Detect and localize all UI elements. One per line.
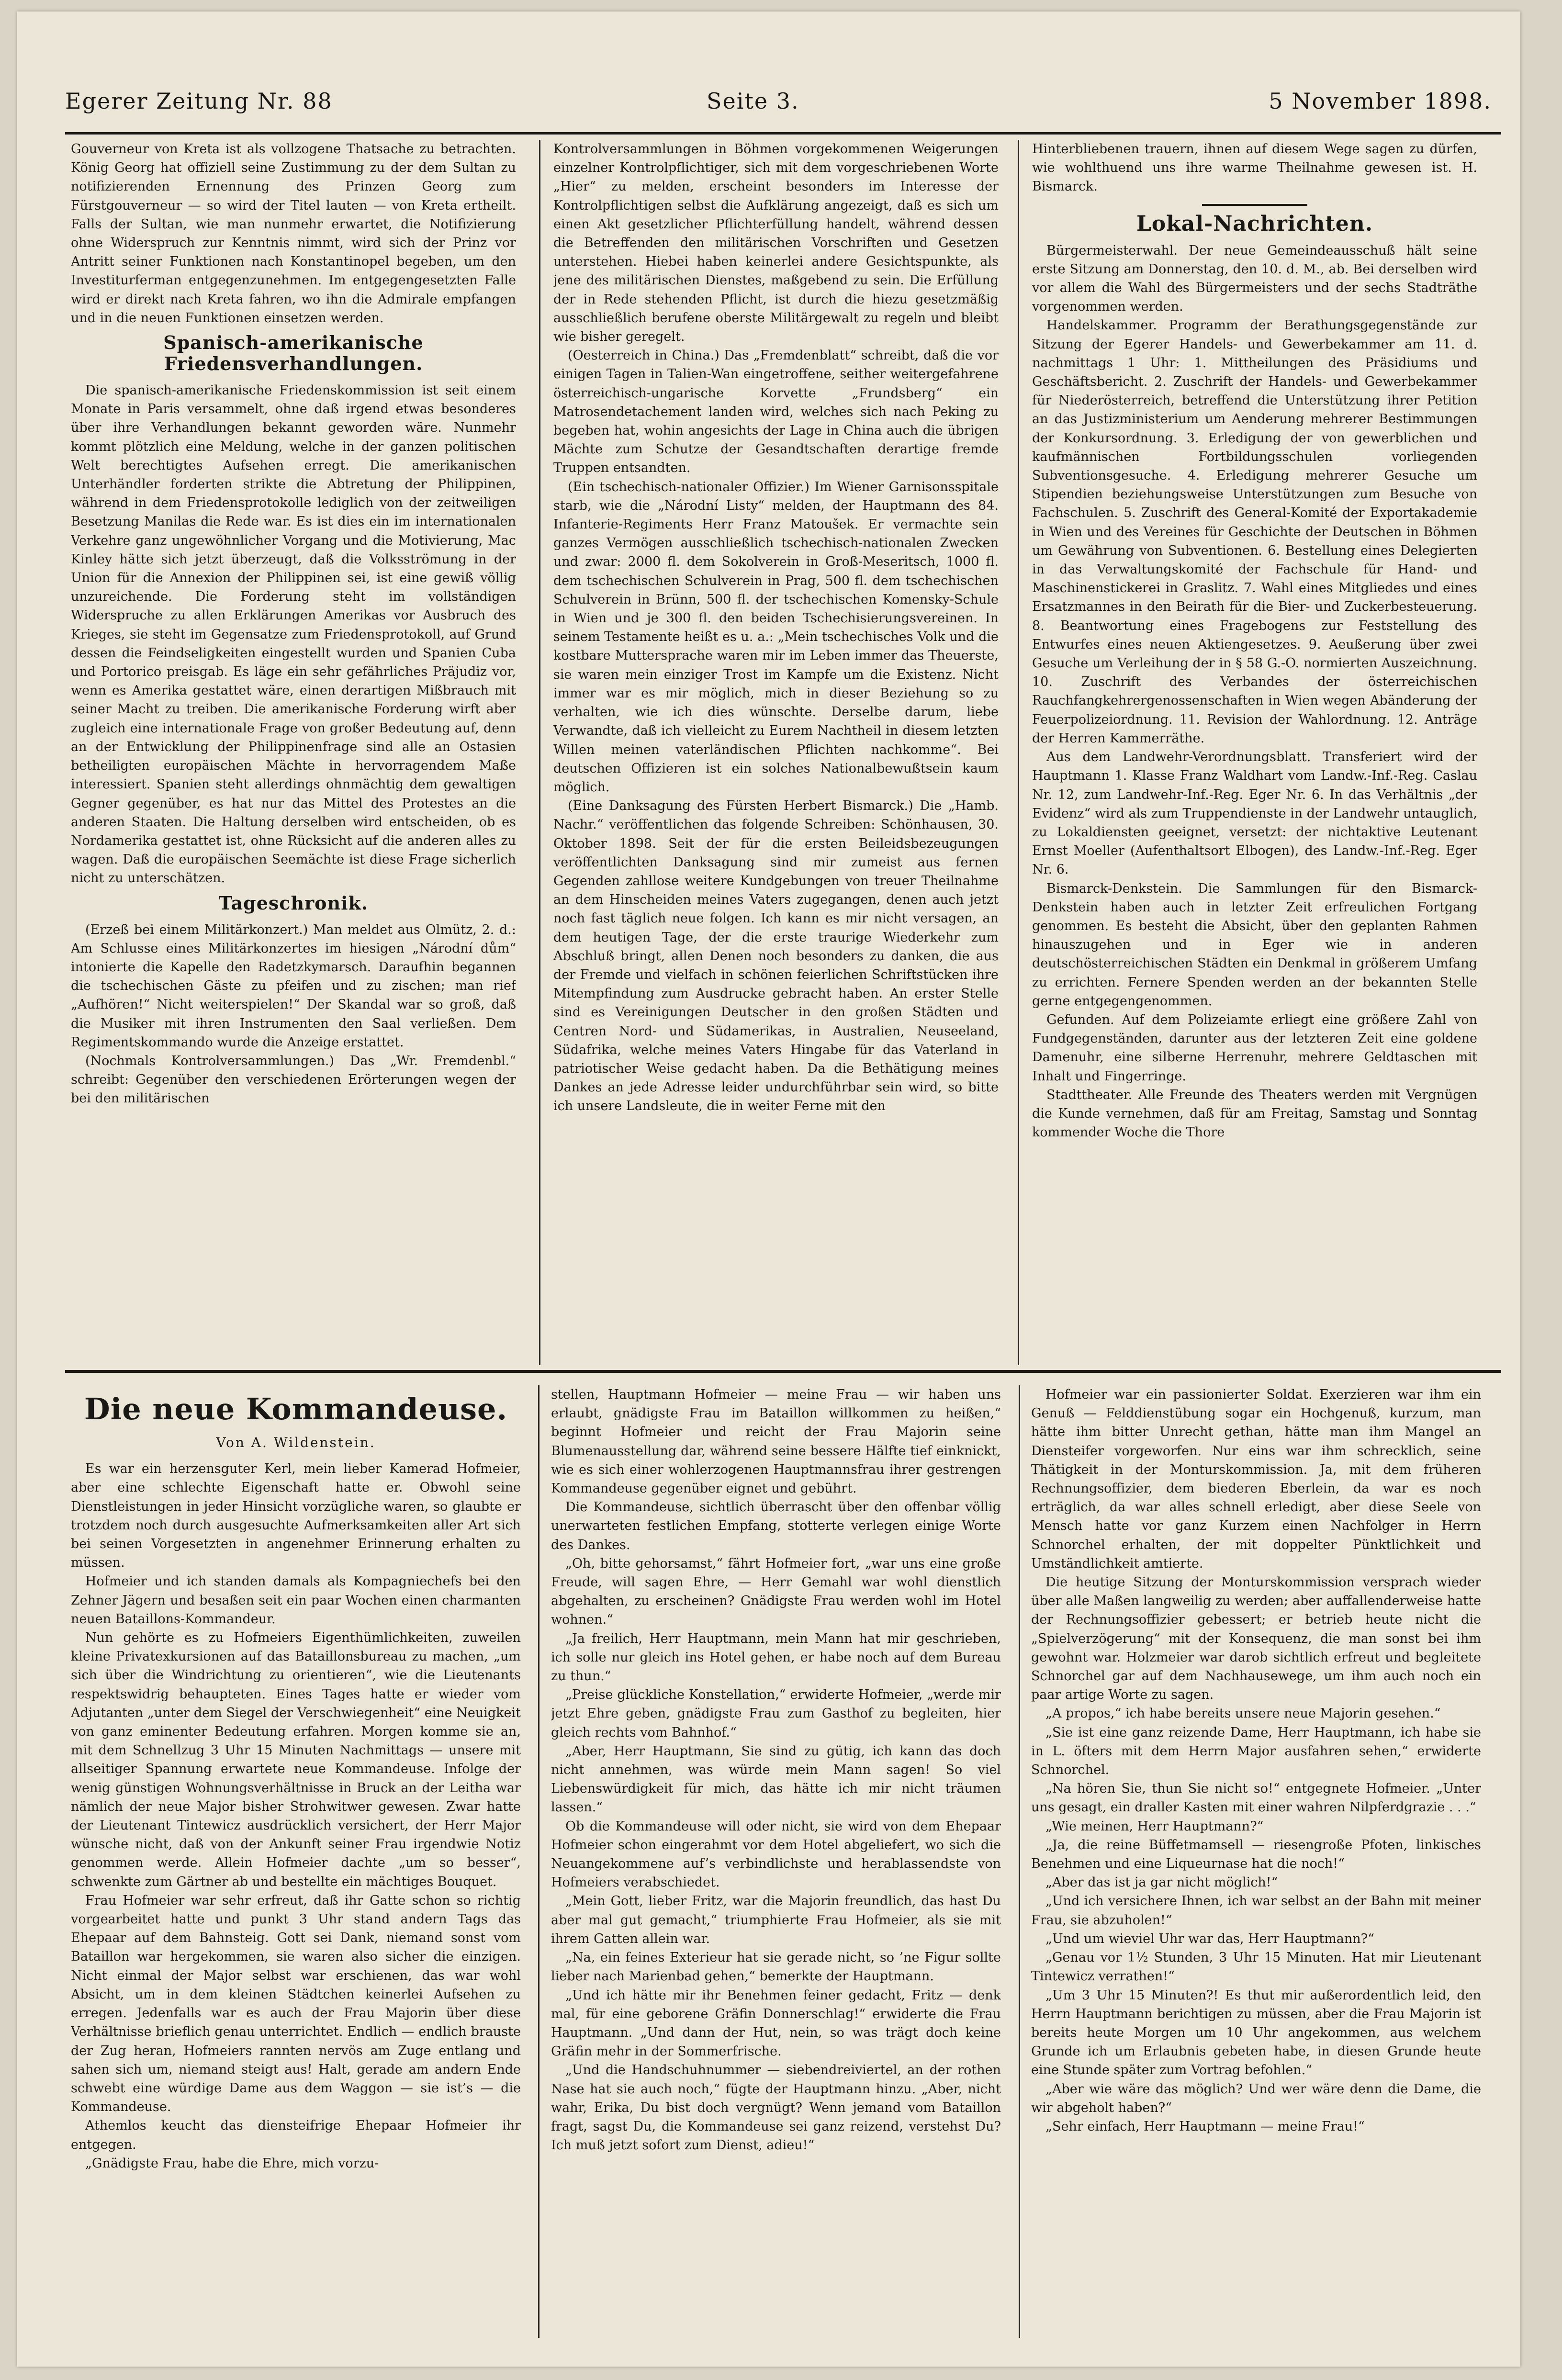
- column-divider: [538, 1385, 539, 2338]
- feuilleton-paragraph: Ob die Kommandeuse will oder nicht, sie wird von dem Ehepaar Hofmeier schon eingerahmt vor dem Hotel abgeliefert, wo sich die Neuangekommene auf’s verbindlichste und herablassendste von Hofmeiers verabschiedet.: [551, 1819, 1001, 1890]
- feuilleton-paragraph: Die heutige Sitzung der Monturskommission versprach wieder über alle Maßen langweilig zu werden; aber auffallenderweise hatte der Rechnungsoffizier gebessert; er betrieb heute nicht die „Spielverzögerung“ mit der Konsequenz, die man sonst bei ihm gewohnt war. Holzmeier war darob sichtlich erfreut und begleitete Schnorchel gar auf dem Nachhausewege, um ihm auch noch ein paar artige Worte zu sagen.: [1031, 1575, 1481, 1703]
- column-chronicle: [553, 140, 999, 1365]
- column-local: [1032, 140, 1477, 1365]
- feuilleton-paragraph: Es war ein herzensguter Kerl, mein lieber Kamerad Hofmeier, aber eine schlechte Eigenschaft hatte er. Obwohl seine Dienstleistungen in jeder Hinsicht vorzügliche waren, so glaubte er trotzdem noch durch ausgesuchte Aufmerksamkeiten aller Art sich bei seinen Vorgesetzten in angenehmer Erinnerung erhalten zu müssen.: [71, 1461, 521, 1571]
- feuilleton-column-3: [1031, 1385, 1481, 2338]
- feuilleton-paragraph: „Um 3 Uhr 15 Minuten?! Es thut mir außerordentlich leid, den Herrn Hauptmann berichtigen zu müssen, aber die Frau Majorin ist bereits heute Morgen um 10 Uhr angekommen, aus welchem Grunde ich um Erlaubnis gebeten habe, in diesen Grunde heute eine Stunde später zum Vortrag befohlen.“: [1031, 1987, 1481, 2078]
- feuilleton-paragraph: Die Kommandeuse, sichtlich überrascht über den offenbar völlig unerwarteten festlichen Empfang, stotterte verlegen einige Worte des Dankes.: [551, 1500, 1001, 1552]
- bismarck-cont: Hinterbliebenen trauern, ihnen auf diesem Wege sagen zu dürfen, wie wohlthuend uns ihre warme Theilnahme gewesen ist. H. Bismarck.: [1032, 142, 1477, 194]
- chronicle-item-bismarck: (Eine Danksagung des Fürsten Herbert Bismarck.) Die „Hamb. Nachr.“ veröffentlichen das folgende Schreiben: Schönhausen, 30. Oktober 1898. Seit der für die ersten Beileidsbezeugungen veröffentlichten Danksagung sind mir zumeist aus fernen Gegenden zahllose weitere Kundgebungen von treuer Theilnahme an dem Hinscheiden meines Vaters zugegangen, denen auch jetzt noch fast täglich neue folgen. Ich kann es mir nicht versagen, an dem heutigen Tage, der die erste traurige Wiederkehr zum Abschluß bringt, allen Denen noch besonders zu danken, die aus der Fremde und vielfach in schönen feierlichen Schriftstücken ihre Mitempfindung zum Ausdrucke gebracht haben. An erster Stelle sind es Vereinigungen Deutscher in den großen Städten und Centren Nord- und Südamerikas, in Australien, Neuseeland, Südafrika, welche meines Vaters Hingabe für das Vaterland in patriotischer Weise gedacht haben. Da die Bethätigung meines Dankes an jede Adresse leider undurchführbar sein wird, so bitte ich unsere Landsleute, die in weiter Ferne mit den: [553, 798, 999, 1114]
- chronicle-item-china: (Oesterreich in China.) Das „Fremdenblatt“ schreibt, daß die vor einigen Tagen in Talien-Wan eingetroffene, seither weitergefahrene österreichisch-ungarische Korvette „Frundsberg“ ein Matrosendetachement landen wird, welches sich nach Peking zu begeben hat, wohin angesichts der Lage in China auch die übrigen Mächte zum Schutze der Gesandtschaften derartige fremde Truppen entsandten.: [553, 348, 999, 476]
- feuilleton-rule: [65, 1370, 1501, 1373]
- feuilleton-paragraph: Hofmeier und ich standen damals als Kompagniechefs bei den Zehner Jägern und besaßen seit ein paar Wochen einen charmanten neuen Bataillons-Kommandeur.: [71, 1574, 521, 1627]
- issue-date: 5 November 1898.: [1269, 88, 1492, 114]
- feuilleton-paragraph: „Wie meinen, Herr Hauptmann?“: [1045, 1819, 1264, 1834]
- page-header: [65, 83, 1492, 127]
- feuilleton-column-2: [551, 1385, 1001, 2338]
- section-rule: [1202, 204, 1307, 206]
- local-found: Gefunden. Auf dem Polizeiamte erliegt eine größere Zahl von Fundgegenständen, darunter aus der letzteren Zeit eine goldene Damenuhr, eine silberne Herrenuhr, mehrere Geldtaschen mit Inhalt und Fingerringe.: [1032, 1012, 1477, 1084]
- feuilleton-paragraph: „Und um wieviel Uhr war das, Herr Hauptmann?“: [1045, 1931, 1374, 1946]
- feuilleton-title: Die neue Kommandeuse.: [84, 1392, 508, 1426]
- feuilleton-byline: Von A. Wildenstein.: [216, 1435, 376, 1450]
- feuilleton-column-1: [71, 1385, 521, 2338]
- feuilleton-paragraph: „Na, ein feines Exterieur hat sie gerade nicht, so ’ne Figur sollte lieber nach Marienbad gehen,“ bemerkte der Hauptmann.: [551, 1950, 1001, 1984]
- feuilleton-paragraph: „Ja freilich, Herr Hauptmann, mein Mann hat mir geschrieben, ich solle nur gleich ins Hotel gehen, er habe noch auf dem Bureau zu thun.“: [551, 1631, 1001, 1684]
- feuilleton-paragraph: „Mein Gott, lieber Fritz, war die Majorin freundlich, das hast Du aber mal gut gemacht,“ triumphierte Frau Hofmeier, als sie mit ihrem Gatten allein war.: [551, 1894, 1001, 1946]
- feuilleton-paragraph: „Gnädigste Frau, habe die Ehre, mich vorzu-: [85, 2155, 379, 2171]
- chronicle-item-control-cont: Kontrolversammlungen in Böhmen vorgekommenen Weigerungen einzelner Kontrolpflichtiger, sich mit dem vorgeschriebenen Worte „Hier“ zu melden, erscheint besonders im Interesse der Kontrolpflichtigen selbst die Aufklärung angezeigt, daß es sich um einen Akt gesetzlicher Pflichterfüllung handelt, während dessen die Betreffenden den militärischen Vorschriften und Gesetzen unterstehen. Hiebei haben keinerlei andere Gesichtspunkte, als jene des militärischen Dienstes, maßgebend zu sein. Die Erfüllung der in Rede stehenden Pflicht, ist durch die hiezu gesetzmäßig ausschließlich berufene oberste Militärgewalt zu regeln und bleibt wie bisher geregelt.: [553, 142, 999, 345]
- feuilleton-paragraph: „Aber wie wäre das möglich? Und wer wäre denn die Dame, die wir abgeholt haben?“: [1031, 2081, 1481, 2115]
- column-divider: [539, 140, 540, 1365]
- newspaper-page: [17, 11, 1520, 2367]
- peace-article: Die spanisch-amerikanische Friedenskommission ist seit einem Monate in Paris versammelt, ohne daß irgend etwas besonderes über ihre Verhandlungen bekannt geworden wäre. Nunmehr kommt plötzlich eine Meldung, welche in der ganzen politischen Welt berechtigtes Aufsehen erregt. Die amerikanischen Unterhändler forderten strikte die Abtretung der Philippinen, während in dem Friedensprotokolle lediglich von der zeitweiligen Besetzung Manilas die Rede war. Es ist dies ein im internationalen Verkehre ganz ungewöhnlicher Vorgang und die Motivierung, Mac Kinley hätte sich jetzt überzeugt, daß die Volksströmung in der Union für die Annexion der Philippinen sei, ist eine gewiß völlig unzureichende. Die Forderung steht im vollständigen Widerspruche zu allen Erklärungen Amerikas vor Ausbruch des Krieges, sie steht im Gegensatze zum Friedensprotokoll, auf Grund dessen die Feindseligkeiten eingestellt wurden und Spanien Cuba und Portorico preisgab. Es läge ein sehr gefährliches Präjudiz vor, wenn es Amerika gestattet wäre, einen derartigen Mißbrauch mit seiner Macht zu treiben. Die amerikanische Forderung wirft aber zugleich eine internationale Frage von großer Bedeutung auf, denn an der Entwicklung der Philippinenfrage sind alle an Ostasien betheiligten europäischen Mächte in hervorragendem Maße interessiert. Spanien steht allerdings ohnmächtig dem gewaltigen Gegner gegenüber, es hat nur das Mittel des Protestes an die anderen Staaten. Die Haltung derselben wird entscheiden, ob es Nordamerika gestattet ist, ohne Rücksicht auf die anderen alles zu wagen. Daß die europäischen Seemächte ist diese Frage sicherlich nicht zu unterschätzen.: [71, 383, 516, 886]
- local-bismarck-stone: Bismarck-Denkstein. Die Sammlungen für den Bismarck-Denkstein haben auch in letzter Zeit erfreulichen Fortgang genommen. Es besteht die Absicht, über den geplanten Rahmen hinauszugehen und in Eger wie in anderen deutschösterreichischen Städten ein Denkmal in größerem Umfang zu errichten. Fernere Spenden werden an der bekannten Stelle gerne entgegengenommen.: [1032, 881, 1477, 1009]
- feuilleton-paragraph: „A propos,“ ich habe bereits unsere neue Majorin gesehen.“: [1045, 1706, 1441, 1721]
- section-title-local: Lokal-Nachrichten.: [1136, 211, 1373, 236]
- local-mayor-election: Bürgermeisterwahl. Der neue Gemeindeausschuß hält seine erste Sitzung am Donnerstag, den 10. d. M., ab. Bei derselben wird vor allem die Wahl des Bürgermeisters und der sechs Stadträthe vorgenommen werden.: [1032, 243, 1477, 314]
- column-divider: [1019, 1385, 1020, 2338]
- feuilleton-paragraph: „Und ich versichere Ihnen, ich war selbst an der Bahn mit meiner Frau, sie abzuholen!“: [1031, 1894, 1481, 1928]
- newspaper-title: Egerer Zeitung Nr. 88: [65, 88, 333, 114]
- chronicle-item-concert: (Erzeß bei einem Militärkonzert.) Man meldet aus Olmütz, 2. d.: Am Schlusse eines Militärkonzertes im hiesigen „Národní dům“ intonierte die Kapelle den Radetzkymarsch. Daraufhin begannen die tschechischen Gäste zu pfeifen und zu zischen; man rief „Aufhören!“ Nicht weiterspielen!“ Der Skandal war so groß, daß die Musiker mit ihren Instrumenten den Saal verließen. Dem Regimentskommando wurde die Anzeige erstattet.: [71, 922, 516, 1050]
- section-title-peace: Spanisch-amerikanische Friedensverhandlungen.: [163, 332, 424, 375]
- kreta-article: Gouverneur von Kreta ist als vollzogene Thatsache zu betrachten. König Georg hat offiziell seine Zustimmung zu der dem Sultan zu notifizierenden Ernennung des Prinzen Georg zum Fürstgouverneur — so wird der Titel lauten — von Kreta ertheilt. Falls der Sultan, wie man nunmehr erwartet, die Notifizierung ohne Widerspruch zur Kenntnis nimmt, wird sich der Prinz vor Antritt seiner Funktionen nach Konstantinopel begeben, um den Investiturferman entgegenzunehmen. Im entgegengesetzten Falle wird er direkt nach Kreta fahren, wo ihn die Admirale empfangen und in die neuen Funktionen einsetzen werden.: [71, 142, 516, 326]
- feuilleton-paragraph: „Oh, bitte gehorsamst,“ fährt Hofmeier fort, „war uns eine große Freude, will sagen Ehre, — Herr Gemahl war wohl dienstlich abgehalten, zu erscheinen? Gnädigste Frau werden wohl im Hotel wohnen.“: [551, 1556, 1001, 1628]
- page-number: Seite 3.: [707, 88, 799, 114]
- feuilleton-paragraph: stellen, Hauptmann Hofmeier — meine Frau — wir haben uns erlaubt, gnädigste Frau im Bataillon willkommen zu heißen,“ beginnt Hofmeier und reicht der Frau Majorin seine Blumenausstellung dar, während seine bessere Hälfte tief einknickt, wie es sich einer wohlerzogenen Hauptmannsfrau ihrer gestrengen Kommandeuse gegenüber eignet und gebührt.: [551, 1387, 1001, 1496]
- feuilleton-paragraph: Hofmeier war ein passionierter Soldat. Exerzieren war ihm ein Genuß — Felddienstübung sogar ein Hochgenuß, kurzum, man hätte ihm bitter Unrecht gethan, hätte man ihm Mangel an Diensteifer vorgeworfen. Nur eins war ihm schrecklich, seine Thätigkeit in der Monturskommission. Ja, mit dem früheren Rechnungsoffizier, dem biederen Eberlein, da war es noch erträglich, da war alles schnell erledigt, aber diese Seele von Mensch hatte vor ganz Kurzem einen Nachfolger in Herrn Schnorchel erhalten, der mit doppelter Pünktlichkeit und Umständlichkeit amtierte.: [1031, 1387, 1481, 1571]
- feuilleton-paragraph: „Preise glückliche Konstellation,“ erwiderte Hofmeier, „werde mir jetzt Ehre geben, gnädigste Frau zum Gasthof zu begleiten, hier gleich rechts vom Bahnhof.“: [551, 1687, 1001, 1740]
- feuilleton-paragraph: „Na hören Sie, thun Sie nicht so!“ entgegnete Hofmeier. „Unter uns gesagt, ein draller Kasten mit einer wahren Nilpferdgrazie . . .“: [1031, 1781, 1481, 1815]
- feuilleton-paragraph: „Sie ist eine ganz reizende Dame, Herr Hauptmann, ich habe sie in L. öfters mit dem Herrn Major ausfahren sehen,“ erwiderte Schnorchel.: [1031, 1725, 1481, 1778]
- feuilleton-paragraph: „Sehr einfach, Herr Hauptmann — meine Frau!“: [1045, 2119, 1365, 2134]
- section-title-chronicle: Tageschronik.: [218, 892, 369, 914]
- feuilleton-paragraph: „Und die Handschuhnummer — siebendreiviertel, an der rothen Nase hat sie auch noch,“ fügte der Hauptmann hinzu. „Aber, nicht wahr, Erika, Du bist doch vergnügt? Wenn jemand vom Bataillon fragt, sagst Du, die Kommandeuse sei ganz reizend, verstehst Du? Ich muß jetzt sofort zum Dienst, adieu!“: [551, 2063, 1001, 2153]
- feuilleton-paragraph: „Und ich hätte mir ihr Benehmen feiner gedacht, Fritz — denk mal, für eine geborene Gräfin Donnerschlag!“ erwiderte die Frau Hauptmann. „Und dann der Hut, nein, so was trägt doch keine Gräfin mehr in der Sommerfrische.: [551, 1987, 1001, 2059]
- feuilleton-paragraph: Nun gehörte es zu Hofmeiers Eigenthümlichkeiten, zuweilen kleine Privatexkursionen auf das Bataillonsbureau zu machen, „um sich über die Windrichtung zu orientieren“, wie die Lieutenants respektswidrig behaupteten. Eines Tages hatte er wieder vom Adjutanten „unter dem Siegel der Verschwiegenheit“ eine Neuigkeit von ganz eminenter Bedeutung erfahren. Morgen komme sie an, mit dem Schnellzug 3 Uhr 15 Minuten Nachmittags — unsere mit allseitiger Spannung erwartete neue Kommandeuse. Infolge der wenig günstigen Wohnungsverhältnisse in Bruck an der Leitha war nämlich der neue Major bisher Strohwitwer gewesen. Zwar hatte der Lieutenant Tintewicz ausdrücklich versichert, der Herr Major wünsche nicht, daß von der Ankunft seiner Frau irgendwie Notiz genommen werde. Allein Hofmeier dachte „um so besser“, schwenkte zum Gärtner ab und bestellte ein mächtiges Bouquet.: [71, 1630, 521, 1889]
- local-theatre: Stadttheater. Alle Freunde des Theaters werden mit Vergnügen die Kunde vernehmen, daß für am Freitag, Samstag und Sonntag kommender Woche die Thore: [1032, 1087, 1477, 1140]
- chronicle-item-officer: (Ein tschechisch-nationaler Offizier.) Im Wiener Garnisonsspitale starb, wie die „Národní Listy“ melden, der Hauptmann des 84. Infanterie-Regiments Herr Franz Matoušek. Er vermachte sein ganzes Vermögen ausschließlich tschechisch-nationalen Zwecken und zwar: 2000 fl. dem Sokolverein in Groß-Meseritsch, 1000 fl. dem tschechischen Schulverein in Prag, 500 fl. dem tschechischen Schulverein in Brünn, 500 fl. der tschechischen Komensky-Schule in Wien und je 300 fl. den beiden Tschechisierungsvereinen. In seinem Testamente heißt es u. a.: „Mein tschechisches Volk und die kostbare Muttersprache waren mir im Leben immer das Theuerste, sie waren mein einziger Trost im Kampfe um die Existenz. Nicht immer war es mir möglich, mich in dieser Beziehung so zu verhalten, wie ich dies wünschte. Derselbe darum, liebe Verwandte, daß ich vielleicht zu Eurem Nachtheil in diesem letzten Willen meinen vaterländischen Pflichten nachkomme“. Bei deutschen Offizieren ist ein solches Nationalbewußtsein kaum möglich.: [553, 479, 999, 795]
- feuilleton-paragraph: „Aber, Herr Hauptmann, Sie sind zu gütig, ich kann das doch nicht annehmen, was würde mein Mann sagen! So viel Liebenswürdigkeit für mich, das hätte ich mir nicht träumen lassen.“: [551, 1743, 1001, 1815]
- feuilleton-paragraph: „Ja, die reine Büffetmamsell — riesengroße Pfoten, linkisches Benehmen und eine Liqueurnase hat die noch!“: [1031, 1837, 1481, 1872]
- column-divider: [1018, 140, 1019, 1365]
- chronicle-item-control: (Nochmals Kontrolversammlungen.) Das „Wr. Fremdenbl.“ schreibt: Gegenüber den verschiedenen Erörterungen wegen der bei den militärischen: [71, 1053, 516, 1106]
- feuilleton-paragraph: Frau Hofmeier war sehr erfreut, daß ihr Gatte schon so richtig vorgearbeitet hatte und punkt 3 Uhr stand andern Tags das Ehepaar auf dem Bahnsteig. Gott sei Dank, niemand sonst vom Bataillon war hergekommen, sie waren also sicher die einzigen. Nicht einmal der Major selbst war erschienen, das war wohl Absicht, um in dem kleinen Städtchen keinerlei Aufsehen zu erregen. Jedenfalls war es auch der Frau Majorin über diese Verhältnisse brieflich genau unterrichtet. Endlich — endlich brauste der Zug heran, Hofmeiers rannten nervös am Zuge entlang und sahen sich um, niemand steigt aus! Halt, gerade am andern Ende schwebt eine würdige Dame aus dem Waggon — sie ist’s — die Kommandeuse.: [71, 1893, 521, 2115]
- local-landwehr: Aus dem Landwehr-Verordnungsblatt. Transferiert wird der Hauptmann 1. Klasse Franz Waldhart vom Landw.-Inf.-Reg. Caslau Nr. 12, zum Landwehr-Inf.-Reg. Eger Nr. 6. In das Verhältnis „der Evidenz“ wird als zum Truppendienste in der Landwehr untauglich, zu Lokaldiensten geeignet, versetzt: der nichtaktive Leutenant Ernst Moeller (Aufenthaltsort Elbogen), des Landw.-Inf.-Reg. Eger Nr. 6.: [1032, 750, 1477, 877]
- feuilleton-paragraph: „Aber das ist ja gar nicht möglich!“: [1045, 1875, 1278, 1890]
- header-rule: [65, 132, 1501, 135]
- feuilleton-paragraph: Athemlos keucht das diensteifrige Ehepaar Hofmeier ihr entgegen.: [71, 2118, 521, 2152]
- feuilleton-paragraph: „Genau vor 1½ Stunden, 3 Uhr 15 Minuten. Hat mir Lieutenant Tintewicz verrathen!“: [1031, 1950, 1481, 1984]
- column-politics: [71, 140, 516, 1365]
- local-chamber-of-commerce: Handelskammer. Programm der Berathungsgegenstände zur Sitzung der Egerer Handels- und Gewerbekammer am 11. d. nachmittags 1 Uhr: 1. Mittheilungen des Präsidiums und Geschäftsbericht. 2. Zuschrift der Handels- und Gewerbekammer für Niederösterreich, betreffend die Unterstützung ihrer Petition an das Justizministerium um Aenderung mehrerer Bestimmungen der Konkursordnung. 3. Erledigung der von gewerblichen und kaufmännischen Fortbildungsschulen vorliegenden Subventionsgesuche. 4. Erledigung mehrerer Gesuche um Stipendien beziehungsweise Unterstützungen zum Besuche von Fachschulen. 5. Zuschrift des General-Komité der Exportakademie in Wien und des Vereines für Geschichte der Deutschen in Böhmen um Gewährung von Subventionen. 6. Bestellung eines Delegierten in das Verwaltungskomité der Fachschule für Hand- und Maschinenstickerei in Graslitz. 7. Wahl eines Mitgliedes und eines Ersatzmannes in den Beirath für die Bier- und Zuckerbesteuerung. 8. Beantwortung eines Fragebogens zur Feststellung des Entwurfes eines neuen Aktiengesetzes. 9. Aeußerung über zwei Gesuche um Verleihung der in § 58 G.-O. normierten Auszeichnung. 10. Zuschrift des Verbandes der österreichischen Rauchfangkehrergenossenschaften in Wien wegen Abänderung der Feuerpolizeiordnung. 11. Revision der Wahlordnung. 12. Anträge der Herren Kammerräthe.: [1032, 318, 1477, 746]
